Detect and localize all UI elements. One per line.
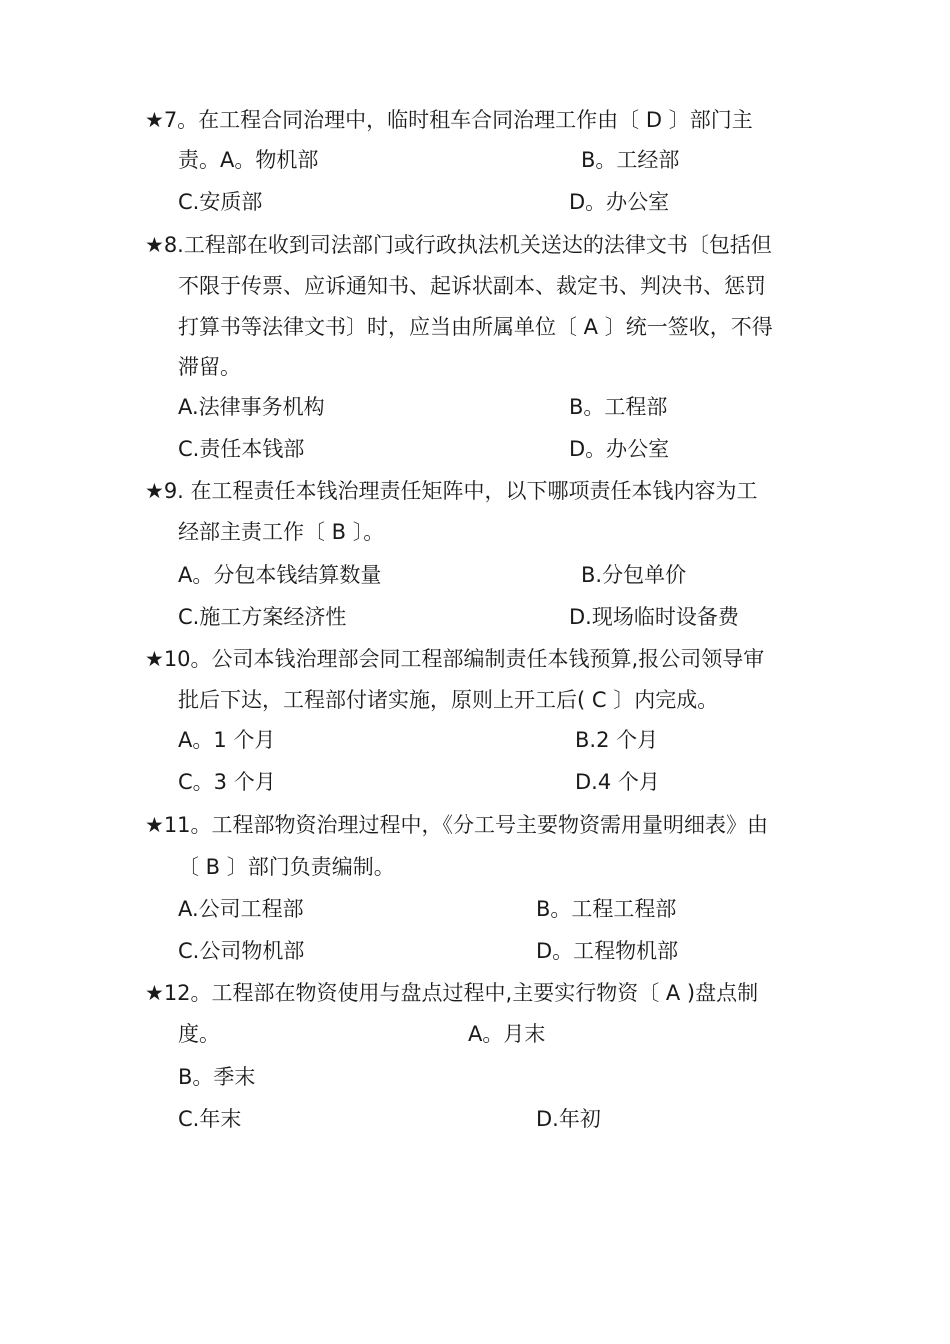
q8-stem-line1: ★8.工程部在收到司法部门或行政执法机关送达的法律文书〔包括但 [145,233,772,257]
q7-option-c: C.安质部 [178,190,263,214]
q7-option-b: B。工经部 [581,148,680,172]
q12-option-a: A。月末 [468,1022,546,1046]
q10-option-b: B.2 个月 [575,728,659,752]
q11-option-c: C.公司物机部 [178,939,305,963]
q7-stem-line2: 责。A。物机部 [178,148,319,172]
q9-option-d: D.现场临时设备费 [569,605,739,629]
q8-option-c: C.责任本钱部 [178,437,305,461]
q9-option-a: A。分包本钱结算数量 [178,563,382,587]
q9-option-b: B.分包单价 [581,563,687,587]
q8-option-b: B。工程部 [569,395,668,419]
q10-option-a: A。1 个月 [178,728,276,752]
q8-stem-line4: 滞留。 [178,355,241,379]
q12-stem-line1: ★12。工程部在物资使用与盘点过程中,主要实行物资〔 A )盘点制 [145,981,759,1005]
q9-stem-line2: 经部主责工作〔 B 〕。 [178,520,385,544]
q7-stem-line1: ★7。在工程合同治理中，临时租车合同治理工作由〔 D 〕部门主 [145,108,753,132]
q7-option-d: D。办公室 [569,190,670,214]
q8-option-d: D。办公室 [569,437,670,461]
q9-stem-line1: ★9. 在工程责任本钱治理责任矩阵中，以下哪项责任本钱内容为工 [145,479,758,503]
q11-option-a: A.公司工程部 [178,897,304,921]
q8-stem-line2: 不限于传票、应诉通知书、起诉状副本、裁定书、判决书、惩罚 [178,274,766,298]
q9-option-c: C.施工方案经济性 [178,605,347,629]
q8-stem-line3: 打算书等法律文书〕时，应当由所属单位〔 A 〕统一签收，不得 [178,315,773,339]
q11-stem-line1: ★11。工程部物资治理过程中，《分工号主要物资需用量明细表》由 [145,813,769,837]
q10-stem-line1: ★10。公司本钱治理部会同工程部编制责任本钱预算,报公司领导审 [145,647,765,671]
q12-option-c: C.年末 [178,1107,242,1131]
q12-option-b: B。季末 [178,1065,256,1089]
q10-option-d: D.4 个月 [575,770,660,794]
q11-option-d: D。工程物机部 [536,939,679,963]
q11-option-b: B。工程工程部 [536,897,677,921]
q11-stem-line2: 〔 B 〕部门负责编制。 [178,855,395,879]
q10-stem-line2: 批后下达，工程部付诸实施，原则上开工后( C 〕内完成。 [178,688,719,712]
q12-stem-line2: 度。 [178,1022,220,1046]
q12-option-d: D.年初 [536,1107,601,1131]
q10-option-c: C。3 个月 [178,770,276,794]
q8-option-a: A.法律事务机构 [178,395,325,419]
